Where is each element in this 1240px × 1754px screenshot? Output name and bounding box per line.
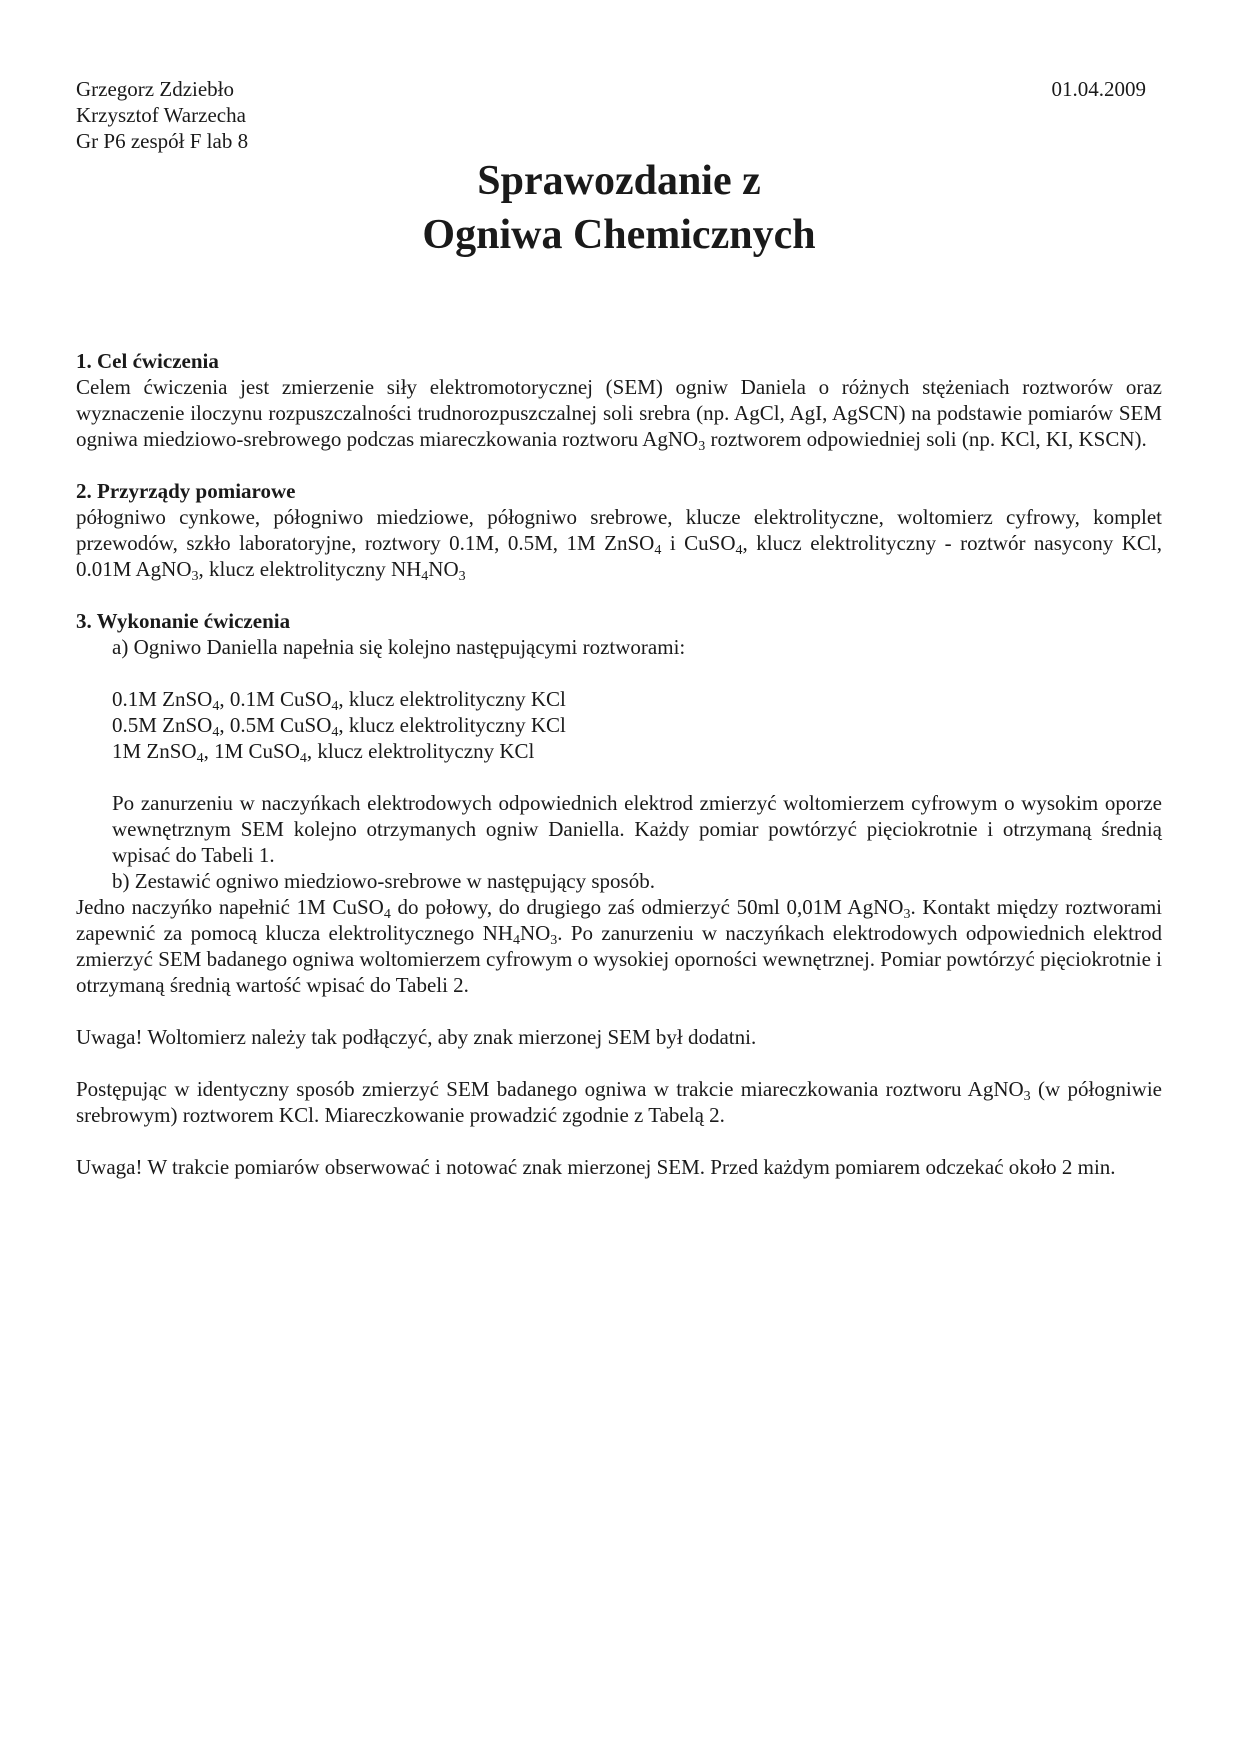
solution-line: 0.5M ZnSO$_4$, 0.5M CuSO$_4$, klucz elektrolityczny KCl xyxy=(112,713,566,740)
solution-line: 0.1M ZnSO$_4$, 0.1M CuSO$_4$, klucz elektrolityczny KCl xyxy=(112,687,566,714)
document-title xyxy=(76,154,1162,262)
procedure-paragraph-b: Jedno naczyńko napełnić 1M CuSO$_4$ do połowy, do drugiego zaś odmierzyć 50ml 0,01M AgNO$_3$. Kontakt między roztworami zapewnić za pomocą klucza elektrolitycznego $NH_4NO_3$. Po zanurzeniu w naczyńkach elektrodowych odpowiednich elektrod zmierzyć SEM badanego ogniwa woltomierzem cyfrowym o wysokiej oporności wewnętrznej. Pomiar powtórzyć pięciokrotnie i otrzymaną średnią wartość wpisać do Tabeli 2. xyxy=(76,895,1163,997)
solution-line: 1M ZnSO$_4$, 1M CuSO$_4$, klucz elektrolityczny KCl xyxy=(112,739,535,766)
section-2-text: półogniwo cynkowe, półogniwo miedziowe, półogniwo srebrowe, klucze elektrolityczne, woltomierz cyfrowy, komplet przewodów, szkło laboratoryjne, roztwory 0.1M, 0.5M, 1M ZnSO$_4$ i CuSO$_4$, klucz elektrolityczny - roztwór nasycony KCl, 0.01M AgNO$_3$, klucz elektrolityczny $NH_4NO_3$ xyxy=(76,505,1162,584)
section-1-text: Celem ćwiczenia jest zmierzenie siły elektromotorycznej (SEM) ogniw Daniela o różnych stężeniach roztworów oraz wyznaczenie iloczynu rozpuszczalności trudnorozpuszczalnej soli srebra (np. AgCl, AgI, AgSCN) na podstawie pomiarów SEM ogniwa miedziowo-srebrowego podczas miareczkowania roztworu AgNO$_3$ roztworem odpowiedniej soli (np. KCl, KI, KSCN). xyxy=(76,375,1162,454)
title-line-1: Sprawozdanie z xyxy=(477,158,761,204)
section-1-heading: 1. Cel ćwiczenia xyxy=(76,349,219,373)
author-line: Grzegorz Zdziebło xyxy=(76,77,235,101)
document-header xyxy=(76,76,1162,154)
note-1: Uwaga! Woltomierz należy tak podłączyć, aby znak mierzonej SEM był dodatni. xyxy=(76,1025,757,1049)
procedure-paragraph-c: Postępując w identyczny sposób zmierzyć SEM badanego ogniwa w trakcie miareczkowania roztworu AgNO$_3$ (w półogniwie srebrowym) roztworem KCl. Miareczkowanie prowadzić zgodnie z Tabelą 2. xyxy=(76,1077,1162,1127)
solutions-list xyxy=(76,686,1162,764)
group-line: Gr P6 zespół F lab 8 xyxy=(76,129,249,153)
procedure-paragraph-a: Po zanurzeniu w naczyńkach elektrodowych odpowiednich elektrod zmierzyć woltomierzem cyfrowym o wysokim oporze wewnętrznym SEM kolejno otrzymanych ogniw Daniella. Każdy pomiar powtórzyć pięciokrotnie i otrzymaną średnią wpisać do Tabeli 1. xyxy=(112,791,1162,867)
document-date: 01.04.2009 xyxy=(1051,77,1146,101)
note-2: Uwaga! W trakcie pomiarów obserwować i notować znak mierzonej SEM. Przed każdym pomiarem odczekać około 2 min. xyxy=(76,1155,1116,1179)
section-3-heading: 3. Wykonanie ćwiczenia xyxy=(76,609,291,633)
document-page xyxy=(76,76,1162,1180)
list-item-a: a) Ogniwo Daniella napełnia się kolejno następującymi roztworami: xyxy=(112,635,686,659)
author-line: Krzysztof Warzecha xyxy=(76,103,246,127)
list-item-b: b) Zestawić ogniwo miedziowo-srebrowe w następujący sposób. xyxy=(112,869,655,893)
authors-block xyxy=(76,76,1162,154)
section-2-heading: 2. Przyrządy pomiarowe xyxy=(76,479,296,503)
title-line-2: Ogniwa Chemicznych xyxy=(422,212,816,258)
